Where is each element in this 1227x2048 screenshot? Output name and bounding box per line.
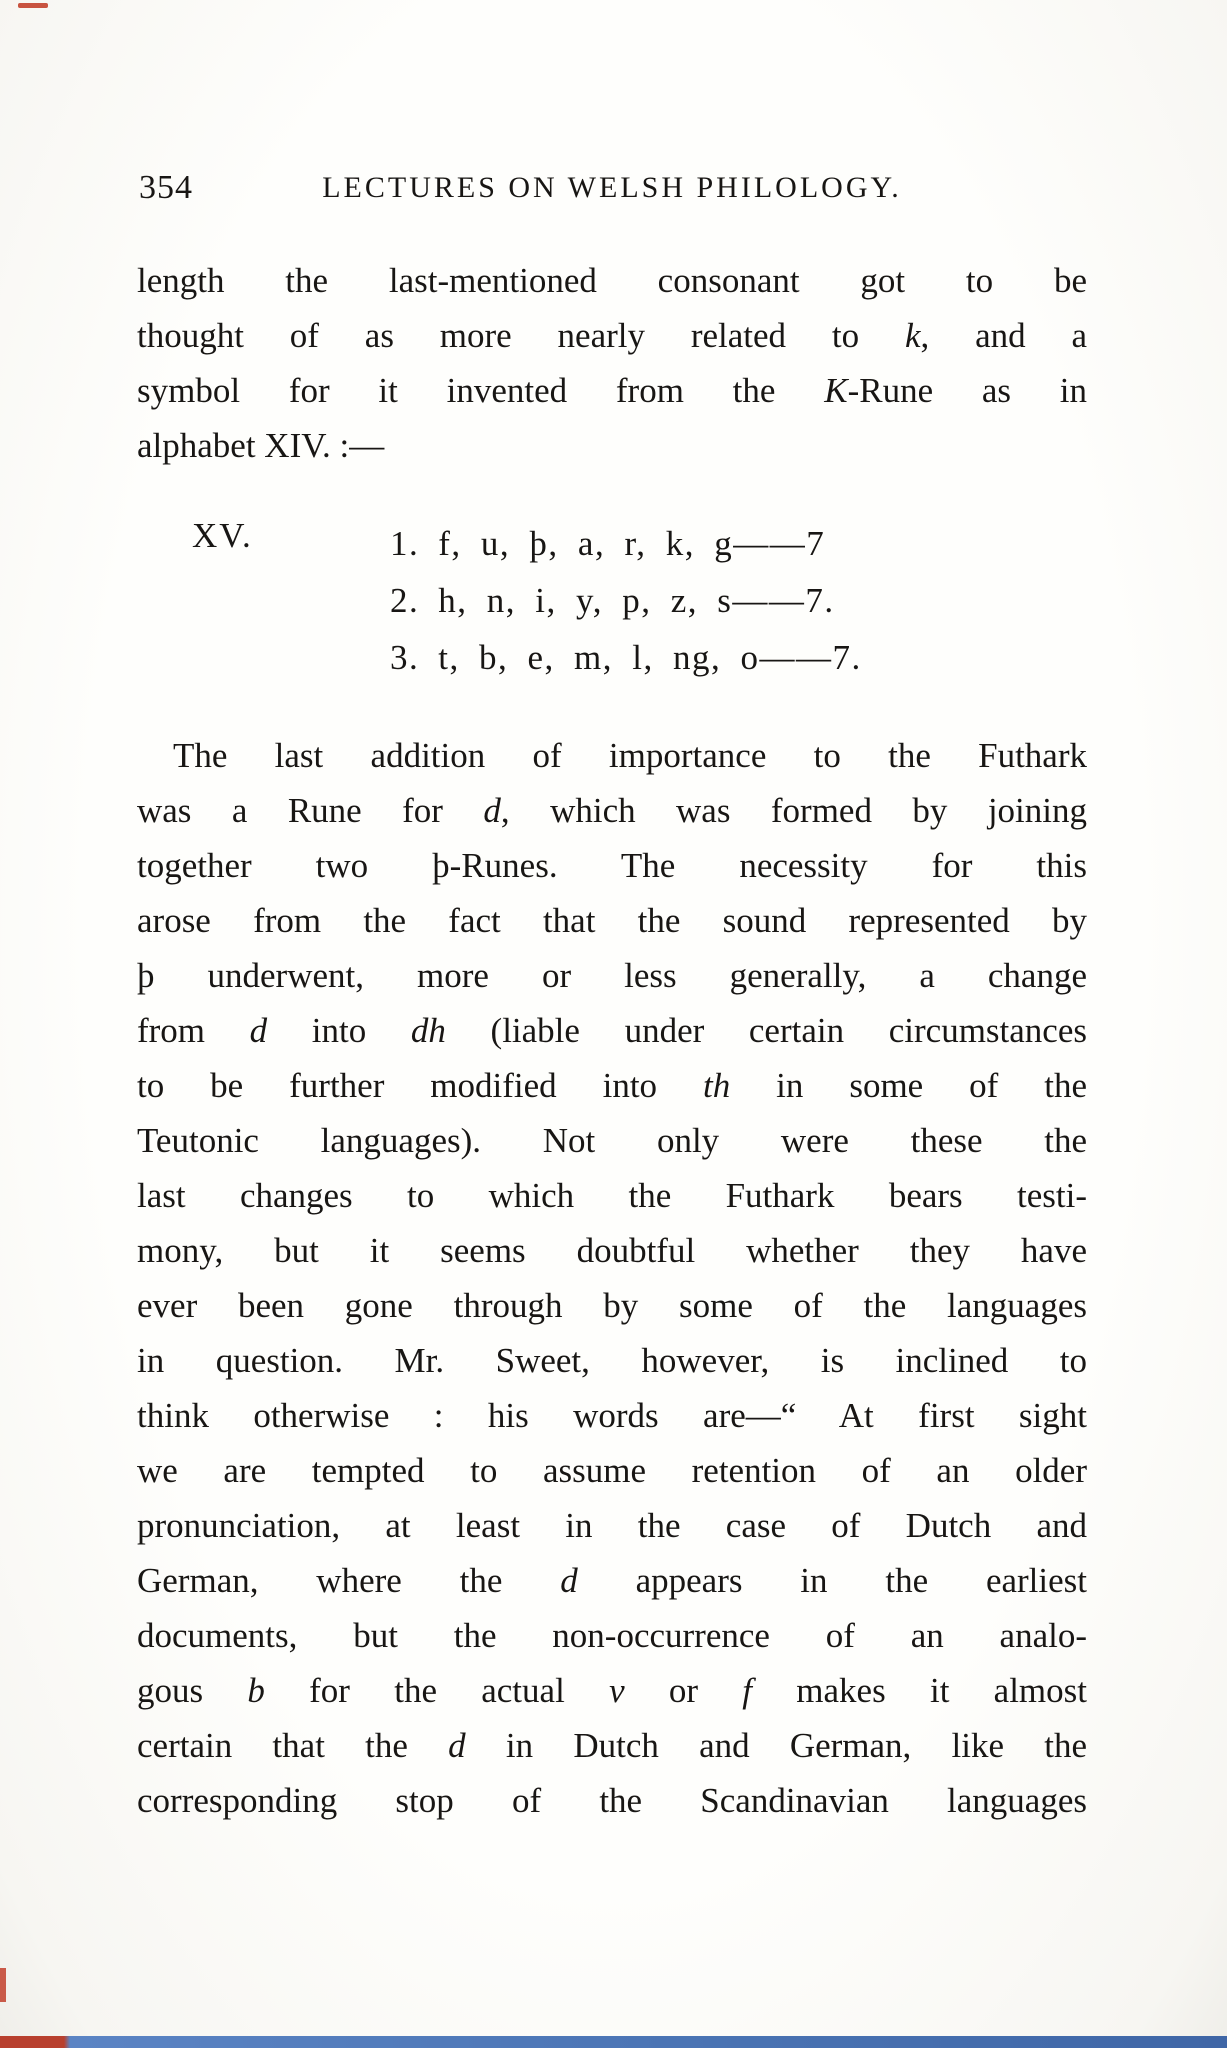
text-line: was a Rune for d, which was formed by joining	[137, 791, 1088, 830]
text-line: think otherwise : his words are—“ At first sight	[137, 1396, 1087, 1435]
scan-artifact-top-left	[18, 3, 48, 8]
text-line: thought of as more nearly related to k, and a	[137, 316, 1087, 355]
text-line: German, where the d appears in the earliest	[137, 1561, 1088, 1600]
text-line: length the last-mentioned consonant got to be	[137, 261, 1087, 300]
text-line: The last addition of importance to the Futhark	[173, 736, 1087, 775]
text-line: we are tempted to assume retention of an older	[137, 1451, 1087, 1490]
text-line: corresponding stop of the Scandinavian languages	[137, 1781, 1087, 1820]
rune-row: 1. f, u, þ, a, r, k, g——7	[390, 524, 826, 563]
text-line: from d into dh (liable under certain circumstances	[137, 1011, 1087, 1050]
text-line: arose from the fact that the sound represented by	[137, 901, 1087, 940]
scan-artifact-left-bottom	[0, 1968, 6, 2002]
text-line: alphabet XIV. :—	[137, 426, 385, 465]
paragraph-continuation	[137, 253, 1087, 473]
text-line: ever been gone through by some of the languages	[137, 1286, 1087, 1325]
rune-row: 2. h, n, i, y, p, z, s——7.	[390, 581, 835, 620]
text-line: pronunciation, at least in the case of Dutch and	[137, 1506, 1087, 1545]
page-number: 354	[139, 169, 193, 206]
scan-artifact-bottom-edge	[0, 2036, 1227, 2048]
text-line: gous b for the actual v or f makes it almost	[137, 1671, 1088, 1710]
text-line: certain that the d in Dutch and German, like the	[137, 1726, 1088, 1765]
text-block	[137, 165, 1087, 1828]
text-line: documents, but the non-occurrence of an analo-	[137, 1616, 1087, 1655]
rune-alphabet-table	[137, 515, 1087, 686]
running-title: LECTURES ON WELSH PHILOLOGY.	[322, 171, 902, 204]
text-line: together two þ-Runes. The necessity for this	[137, 846, 1087, 885]
page-header	[137, 165, 1087, 209]
text-line: to be further modified into th in some of the	[137, 1066, 1087, 1105]
text-line: þ underwent, more or less generally, a change	[137, 956, 1087, 995]
text-line: mony, but it seems doubtful whether they have	[137, 1231, 1087, 1270]
text-line: Teutonic languages). Not only were these the	[137, 1121, 1087, 1160]
text-line: in question. Mr. Sweet, however, is inclined to	[137, 1341, 1087, 1380]
text-line: last changes to which the Futhark bears testi-	[137, 1176, 1087, 1215]
paragraph-futhark	[137, 728, 1087, 1828]
text-line: symbol for it invented from the K-Rune as in	[137, 371, 1087, 410]
rune-table-label: XV.	[192, 516, 253, 555]
rune-row: 3. t, b, e, m, l, ng, o——7.	[390, 638, 862, 677]
